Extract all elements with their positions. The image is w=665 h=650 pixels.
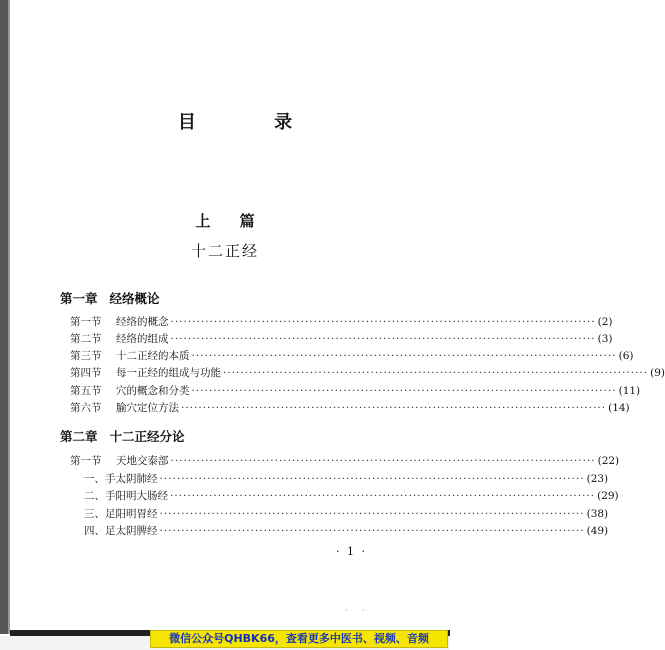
section-number: 第五节 — [70, 385, 102, 397]
section-number: 第一节 — [70, 316, 102, 328]
chapter-title: 经络概论 — [109, 291, 160, 306]
part-title: 上 篇 — [195, 212, 267, 230]
section-number: 第三节 — [70, 350, 102, 362]
chapter-number: 第一章 — [60, 291, 98, 306]
dot-leader: ·································································································· — [159, 473, 585, 485]
toc-entry[interactable] — [70, 523, 609, 539]
toc-entry[interactable] — [70, 348, 634, 364]
section-title: 四、足太阴脾经 — [84, 525, 158, 537]
page-ref: (29) — [597, 490, 619, 502]
section-title: 三、足阳明胃经 — [84, 508, 158, 520]
page-number: · 1 · — [336, 545, 367, 558]
page-ref: (11) — [618, 385, 641, 397]
chapter-title: 十二正经分论 — [109, 429, 185, 444]
page-ref: (23) — [586, 473, 609, 485]
section-title: 穴的概念和分类 — [116, 385, 190, 397]
page-ref: (14) — [608, 402, 630, 414]
section-title: 经络的组成 — [116, 333, 169, 345]
page-ref: (22) — [597, 455, 620, 467]
dot-leader: ·································································································· — [191, 385, 617, 397]
section-number: 第六节 — [70, 402, 102, 414]
page-ref: (6) — [618, 350, 634, 362]
chapter-heading-1 — [60, 289, 160, 307]
toc-entry[interactable] — [70, 314, 613, 330]
section-title: 每一正经的组成与功能 — [116, 367, 221, 379]
toc-entry[interactable] — [70, 506, 609, 522]
dot-leader: ·································································································· — [191, 350, 617, 362]
page-ref: (49) — [586, 525, 609, 537]
toc-entry[interactable] — [70, 471, 609, 487]
dot-leader: ·································································································· — [181, 402, 607, 414]
chapter-heading-2 — [60, 427, 185, 445]
section-title: 十二正经的本质 — [116, 350, 190, 362]
page-ref: (38) — [586, 508, 609, 520]
scan-specks: · · — [345, 606, 371, 615]
section-title: 天地交泰部 — [116, 455, 169, 467]
toc-entry[interactable] — [70, 383, 641, 399]
toc-entry[interactable] — [70, 331, 613, 347]
toc-entry[interactable] — [70, 453, 620, 469]
dot-leader: ·································································································· — [170, 490, 596, 502]
dot-leader: ·································································································· — [170, 316, 596, 328]
section-title: 腧穴定位方法 — [116, 402, 179, 414]
section-title: 一、手太阴肺经 — [84, 473, 158, 485]
part-subtitle: 十二正经 — [190, 242, 259, 260]
toc-title: 目 录 — [177, 112, 329, 133]
dot-leader: ·································································································· — [159, 508, 585, 520]
toc-entry[interactable] — [70, 488, 619, 504]
dot-leader: ·································································································· — [170, 333, 596, 345]
section-title: 二、手阳明大肠经 — [84, 490, 168, 502]
watermark-banner: 微信公众号QHBK66，查看更多中医书、视频、音频 — [150, 630, 448, 648]
section-number: 第一节 — [70, 455, 102, 467]
section-number: 第二节 — [70, 333, 102, 345]
page-ref: (3) — [597, 333, 613, 345]
section-title: 经络的概念 — [116, 316, 169, 328]
dot-leader: ·································································································· — [159, 525, 585, 537]
section-number: 第四节 — [70, 367, 102, 379]
page-ref: (9) — [650, 367, 665, 379]
chapter-number: 第二章 — [60, 429, 98, 444]
scan-left-border — [0, 0, 8, 634]
dot-leader: ·································································································· — [223, 367, 649, 379]
dot-leader: ·································································································· — [170, 455, 596, 467]
toc-entry[interactable] — [70, 400, 630, 416]
toc-entry[interactable] — [70, 365, 665, 381]
page-ref: (2) — [597, 316, 613, 328]
